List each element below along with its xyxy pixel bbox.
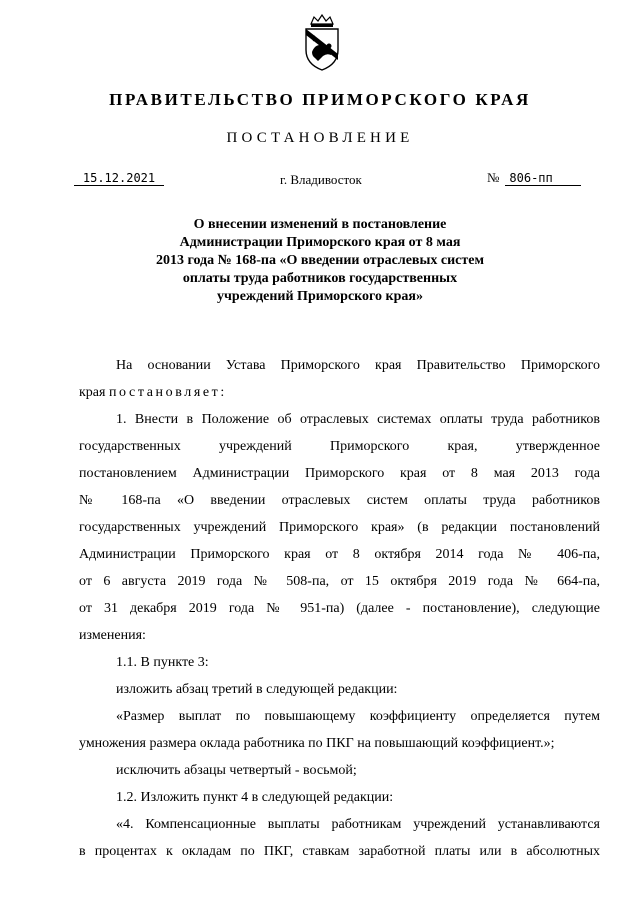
body-line: 1.1. В пункте 3: xyxy=(116,655,209,670)
number-label: № xyxy=(487,170,500,185)
heading-line: учреждений Приморского края» xyxy=(217,289,423,304)
document-number xyxy=(487,171,583,186)
body-line: от 6 августа 2019 года № 508-па, от 15 октября 2019 года № 664-па, xyxy=(79,574,600,589)
heading-line: Администрации Приморского края от 8 мая xyxy=(179,235,461,250)
government-title: ПРАВИТЕЛЬСТВО ПРИМОРСКОГО КРАЯ xyxy=(109,90,531,109)
body-line: изложить абзац третий в следующей редакции: xyxy=(116,682,398,697)
resolves-word: постановляет: xyxy=(108,385,227,400)
body-line: изменения: xyxy=(79,628,146,643)
body-line: в процентах к окладам по ПКГ, ставкам заработной платы или в абсолютных xyxy=(79,844,600,859)
body-line: умножения размера оклада работника по ПКГ на повышающий коэффициент.»; xyxy=(79,736,555,751)
heading-line: О внесении изменений в постановление xyxy=(193,217,447,232)
body-line xyxy=(79,379,600,406)
body-line: Администрации Приморского края от 8 октября 2014 года № 406-па, xyxy=(79,547,600,562)
primorye-coat-of-arms-icon xyxy=(301,14,343,72)
body-line: государственных учреждений Приморского края, утвержденное xyxy=(79,439,600,454)
heading-line: оплаты труда работников государственных xyxy=(182,271,458,286)
body-line: государственных учреждений Приморского края» (в редакции постановлений xyxy=(79,520,600,535)
document-city: г. Владивосток xyxy=(280,172,362,187)
heading-line: 2013 года № 168-па «О введении отраслевых систем xyxy=(155,253,485,268)
number-value: 806-пп xyxy=(505,171,581,186)
body-line: 1.2. Изложить пункт 4 в следующей редакции: xyxy=(116,790,394,805)
body-line: № 168-па «О введении отраслевых систем оплаты труда работников xyxy=(79,493,600,508)
body-text: края xyxy=(79,385,109,400)
body-line: «Размер выплат по повышающему коэффициенту определяется путем xyxy=(116,709,600,724)
body-line: от 31 декабря 2019 года № 951-па) (далее - постановление), следующие xyxy=(79,601,600,616)
document-date: 15.12.2021 xyxy=(74,171,164,186)
body-line: исключить абзацы четвертый - восьмой; xyxy=(116,763,357,778)
document-heading xyxy=(130,216,510,306)
body-line: На основании Устава Приморского края Правительство Приморского xyxy=(116,358,600,373)
body-line: постановлением Администрации Приморского края от 8 мая 2013 года xyxy=(79,466,600,481)
body-line: 1. Внести в Положение об отраслевых системах оплаты труда работников xyxy=(116,412,600,427)
document-type: ПОСТАНОВЛЕНИЕ xyxy=(226,130,414,146)
document-body xyxy=(79,352,600,865)
body-line: «4. Компенсационные выплаты работникам учреждений устанавливаются xyxy=(116,817,600,832)
